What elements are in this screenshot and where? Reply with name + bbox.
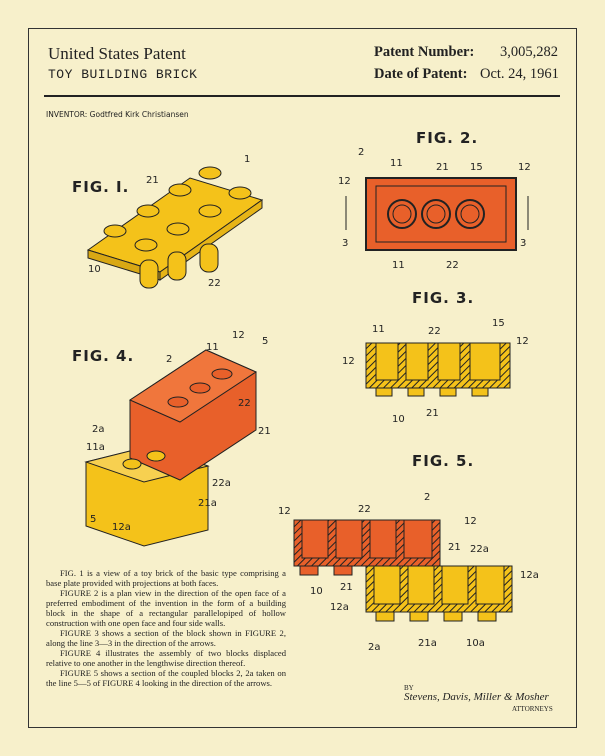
drawing-shape bbox=[404, 520, 432, 558]
fig2-title: FIG. 2. bbox=[416, 129, 479, 147]
drawing-shape bbox=[168, 252, 186, 280]
drawing-shape bbox=[376, 343, 398, 380]
fig4-label: 2a bbox=[92, 424, 105, 435]
fig4-label: 22a bbox=[212, 478, 231, 489]
drawing-shape bbox=[476, 566, 504, 604]
fig1-label: 21 bbox=[146, 175, 159, 186]
fig3-label: 22 bbox=[428, 326, 441, 337]
drawing-shape bbox=[370, 520, 396, 558]
patent-title: TOY BUILDING BRICK bbox=[48, 67, 198, 82]
drawing-shape bbox=[167, 223, 189, 235]
fig2-label: 11 bbox=[390, 158, 403, 169]
fig4-label: 22 bbox=[238, 398, 251, 409]
drawing-shape bbox=[199, 205, 221, 217]
patent-number-label: Patent Number: bbox=[374, 44, 475, 60]
fig2-label: 2 bbox=[358, 147, 365, 158]
drawing-shape bbox=[376, 388, 392, 396]
fig3-label: 12 bbox=[342, 356, 355, 367]
fig2-label: 15 bbox=[470, 162, 483, 173]
fig5-label: 21a bbox=[418, 638, 437, 649]
inventor: INVENTOR: Godtfred Kirk Christiansen bbox=[46, 110, 189, 119]
fig5-label: 21 bbox=[340, 582, 353, 593]
fig1-title: FIG. I. bbox=[72, 178, 130, 196]
drawing-shape bbox=[442, 566, 468, 604]
drawing-shape bbox=[388, 200, 416, 228]
fig2-label: 3 bbox=[342, 238, 349, 249]
drawing-shape bbox=[444, 612, 462, 621]
drawing-shape bbox=[147, 451, 165, 461]
drawing-shape bbox=[376, 612, 496, 621]
drawing-shape bbox=[200, 244, 218, 272]
fig2-label: 22 bbox=[446, 260, 459, 271]
signature-by: BY bbox=[404, 684, 414, 692]
drawing-shape bbox=[438, 343, 460, 380]
fig3-label: 21 bbox=[426, 408, 439, 419]
fig5-label: 12a bbox=[330, 602, 349, 613]
drawing-shape bbox=[440, 388, 456, 396]
drawing-shape bbox=[168, 397, 188, 407]
drawing-shape bbox=[376, 343, 500, 380]
drawing-shape bbox=[406, 343, 428, 380]
fig5-label: 22a bbox=[470, 544, 489, 555]
fig4-label: 21 bbox=[258, 426, 271, 437]
drawing-shape bbox=[190, 383, 210, 393]
fig3-label: 11 bbox=[372, 324, 385, 335]
drawing-shape bbox=[302, 520, 328, 558]
drawing-shape bbox=[212, 369, 232, 379]
drawing-shape bbox=[336, 520, 362, 558]
fig1-label: 22 bbox=[208, 278, 221, 289]
fig5-title: FIG. 5. bbox=[412, 452, 475, 470]
fig5-label: 10 bbox=[310, 586, 323, 597]
fig5-label: 2 bbox=[424, 492, 431, 503]
fig5-label: 10a bbox=[466, 638, 485, 649]
fig5-label: 2a bbox=[368, 642, 381, 653]
figure-5 bbox=[278, 452, 539, 653]
drawing-shape bbox=[478, 612, 496, 621]
fig3-label: 15 bbox=[492, 318, 505, 329]
fig2-label: 21 bbox=[436, 162, 449, 173]
patent-date: Oct. 24, 1961 bbox=[480, 66, 559, 82]
drawing-shape bbox=[123, 459, 141, 469]
fig5-label: 12 bbox=[464, 516, 477, 527]
fig2-label: 3 bbox=[520, 238, 527, 249]
drawing-shape bbox=[374, 566, 400, 604]
drawing-shape bbox=[334, 566, 352, 575]
drawing-shape bbox=[104, 225, 126, 237]
figure-4 bbox=[72, 330, 271, 546]
drawing-shape bbox=[472, 388, 488, 396]
fig4-title: FIG. 4. bbox=[72, 347, 135, 365]
fig5-label: 12 bbox=[278, 506, 291, 517]
fig3-title: FIG. 3. bbox=[412, 289, 475, 307]
description-paragraph: FIGURE 3 shows a section of the block shown in FIGURE 2, along the line 3—3 in the direction of the arrows. bbox=[46, 628, 286, 648]
figure-2 bbox=[338, 129, 531, 271]
fig3-label: 12 bbox=[516, 336, 529, 347]
drawing-shape bbox=[169, 184, 191, 196]
description-paragraph: FIGURE 4 illustrates the assembly of two blocks displaced relative to one another in the lengthwise direction thereof. bbox=[46, 648, 286, 668]
figure-3 bbox=[342, 289, 529, 425]
fig4-label: 2 bbox=[166, 354, 173, 365]
fig4-label: 11 bbox=[206, 342, 219, 353]
description-paragraph: FIGURE 2 is a plan view in the direction of the open face of a preferred embodiment of the invention in the form of a building block in the shape of a rectangular parallelopiped of hollow construction with one open face and four side walls. bbox=[46, 588, 286, 628]
fig3-label: 10 bbox=[392, 414, 405, 425]
drawing-shape bbox=[456, 200, 484, 228]
fig2-label: 12 bbox=[338, 176, 351, 187]
fig5-label: 21 bbox=[448, 542, 461, 553]
drawing-shape bbox=[470, 343, 500, 380]
attorney-signature: Stevens, Davis, Miller & Mosher bbox=[404, 691, 549, 703]
fig5-label: 12a bbox=[520, 570, 539, 581]
description-paragraph: FIGURE 5 shows a section of the coupled blocks 2, 2a taken on the line 5—5 of FIGURE 4 looking in the direction of the arrows. bbox=[46, 668, 286, 688]
drawing-shape bbox=[300, 566, 352, 575]
date-label: Date of Patent: bbox=[374, 66, 468, 82]
fig4-label: 21a bbox=[198, 498, 217, 509]
fig4-label: 5 bbox=[262, 336, 269, 347]
drawing-shape bbox=[422, 200, 450, 228]
patent-number: 3,005,282 bbox=[500, 44, 558, 60]
drawing-shape bbox=[408, 388, 424, 396]
fig4-label: 12a bbox=[112, 522, 131, 533]
document-office: United States Patent bbox=[48, 44, 186, 63]
fig2-label: 12 bbox=[518, 162, 531, 173]
drawing-shape bbox=[408, 566, 434, 604]
drawing-shape bbox=[410, 612, 428, 621]
fig5-label: 22 bbox=[358, 504, 371, 515]
drawing-shape bbox=[199, 167, 221, 179]
fig1-label: 1 bbox=[244, 154, 251, 165]
fig4-label: 5 bbox=[90, 514, 97, 525]
attorneys-label: ATTORNEYS bbox=[512, 705, 553, 713]
description-paragraph: FIG. 1 is a view of a toy brick of the basic type comprising a base plate provided with projections at both faces. bbox=[46, 568, 286, 588]
drawing-shape bbox=[300, 566, 318, 575]
drawing-shape bbox=[137, 205, 159, 217]
fig4-label: 12 bbox=[232, 330, 245, 341]
drawing-shape bbox=[388, 200, 484, 228]
fig1-label: 10 bbox=[88, 264, 101, 275]
fig2-label: 11 bbox=[392, 260, 405, 271]
drawing-shape bbox=[376, 388, 488, 396]
drawing-shape bbox=[229, 187, 251, 199]
drawing-shape bbox=[376, 612, 394, 621]
drawing-shape bbox=[140, 260, 158, 288]
figure-1 bbox=[72, 154, 262, 289]
drawing-shape bbox=[135, 239, 157, 251]
figure-descriptions bbox=[46, 568, 286, 688]
fig4-label: 11a bbox=[86, 442, 105, 453]
